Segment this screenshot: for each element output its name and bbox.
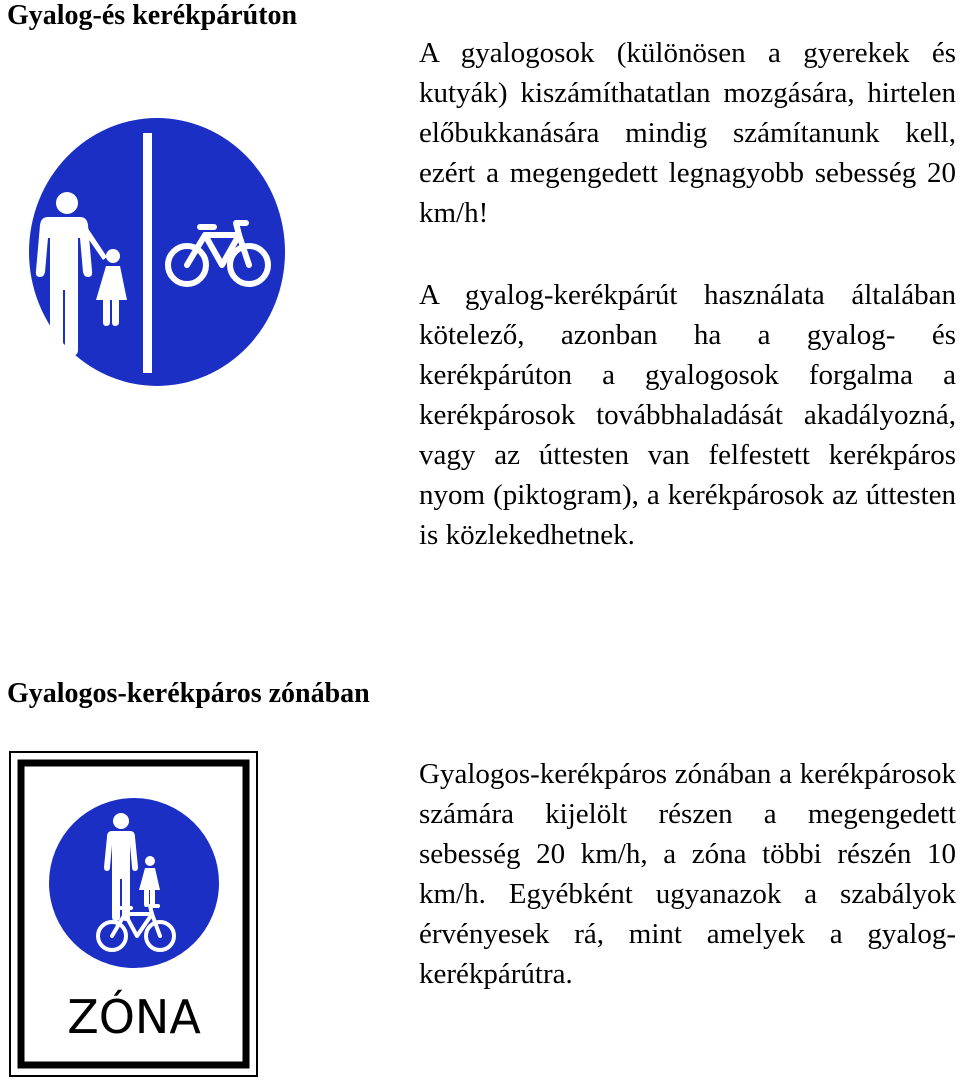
sign-divider-line bbox=[143, 133, 152, 373]
section2-paragraph: Gyalogos-kerékpáros zónában a kerékpárosok számára kijelölt részen a megengedett sebesség 20 km/h, a zóna többi részén 10 km/h. Egyébként ugyanazok a szabályok érvényesek rá, mint amelyek a gyalog-kerékpárútra. bbox=[419, 758, 956, 990]
section1-paragraph-1: A gyalogosok (különösen a gyerekek és kutyák) kiszámíthatatlan mozgására, hirtelen előbukkanására mindig számítanunk kell, ezért a megengedett legnagyobb sebesség 20 km/h! bbox=[419, 37, 956, 229]
zone-sign-graphic bbox=[9, 751, 258, 1077]
shared-path-sign bbox=[27, 115, 287, 390]
section1-paragraph-2: A gyalog-kerékpárút használata általában kötelező, azonban ha a gyalog- és kerékpárúton a gyalogosok forgalma a kerékpárosok továbbhaladását akadályozná, vagy az úttesten van felfestett kerékpáros nyom (piktogram), a kerékpárosok az úttesten is közlekedhetnek. bbox=[419, 279, 956, 551]
zone-sign bbox=[9, 751, 258, 1077]
section1-heading: Gyalog-és kerékpárúton bbox=[7, 0, 298, 31]
shared-path-sign-graphic bbox=[27, 115, 287, 390]
zone-sign-label: ZÓNA bbox=[67, 990, 201, 1044]
section2-heading: Gyalogos-kerékpáros zónában bbox=[7, 678, 370, 709]
zone-sign-blue-disc bbox=[49, 798, 219, 968]
